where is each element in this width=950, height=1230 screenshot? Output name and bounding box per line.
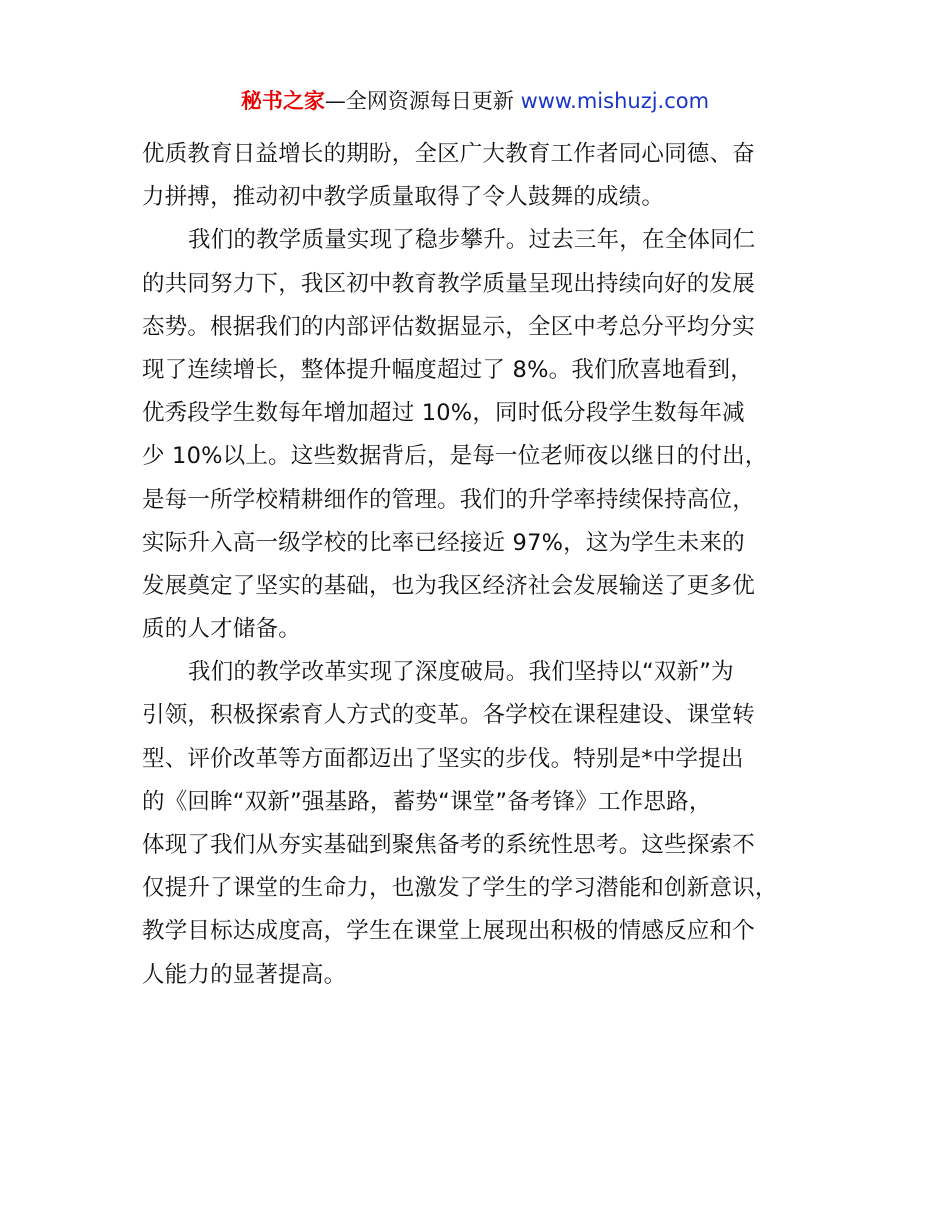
- text-line: 优质教育日益增长的期盼，全区广大教育工作者同心同德、奋: [142, 141, 755, 167]
- text-line: 体现了我们从夯实基础到聚焦备考的系统性思考。这些探索不: [142, 832, 755, 858]
- text-line: 我们的教学改革实现了深度破局。我们坚持以“双新”为: [188, 659, 734, 686]
- text-line: 的共同努力下，我区初中教育教学质量呈现出持续向好的发展: [142, 270, 755, 297]
- text-line: 发展奠定了坚实的基础，也为我区经济社会发展输送了更多优: [142, 572, 755, 599]
- text-line: 力拼搏，推动初中教学质量取得了令人鼓舞的成绩。: [142, 184, 665, 211]
- text-line: 质的人才储备。: [142, 616, 301, 643]
- text-line: 优秀段学生数每年增加超过 10%，同时低分段学生数每年减: [142, 400, 745, 427]
- text-line: 现了连续增长，整体提升幅度超过了 8%。我们欣喜地看到，: [142, 356, 753, 383]
- site-url-link[interactable]: www.mishuzj.com: [520, 89, 710, 113]
- text-line: 是每一所学校精耕细作的管理。我们的升学率持续保持高位，: [142, 486, 755, 513]
- paragraph-teaching-reform: [142, 651, 814, 997]
- text-line: 教学目标达成度高，学生在课堂上展现出积极的情感反应和个: [142, 918, 755, 945]
- header-tagline: —全网资源每日更新: [324, 89, 521, 113]
- text-line: 仅提升了课堂的生命力，也激发了学生的学习潜能和创新意识，: [142, 875, 778, 902]
- text-line: 态势。根据我们的内部评估数据显示，全区中考总分平均分实: [142, 313, 755, 340]
- text-line: 的《回眸“双新”强基路，蓄势“课堂”备考锋》工作思路，: [142, 788, 712, 815]
- page-header: [0, 86, 950, 116]
- text-line: 我们的教学质量实现了稳步攀升。过去三年，在全体同仁: [188, 227, 756, 254]
- text-line: 型、评价改革等方面都迈出了坚实的步伐。特别是*中学提出: [142, 745, 744, 772]
- paragraph-continuation: [142, 133, 814, 219]
- text-line: 人能力的显著提高。: [142, 961, 347, 988]
- brand-name: 秘书之家: [240, 89, 325, 113]
- paragraph-teaching-quality: [142, 219, 814, 651]
- document-body: [142, 133, 814, 997]
- text-line: 引领，积极探索育人方式的变革。各学校在课程建设、课堂转: [142, 702, 755, 729]
- text-line: 少 10%以上。这些数据背后，是每一位老师夜以继日的付出，: [142, 443, 768, 470]
- text-line: 实际升入高一级学校的比率已经接近 97%，这为学生未来的: [142, 529, 745, 556]
